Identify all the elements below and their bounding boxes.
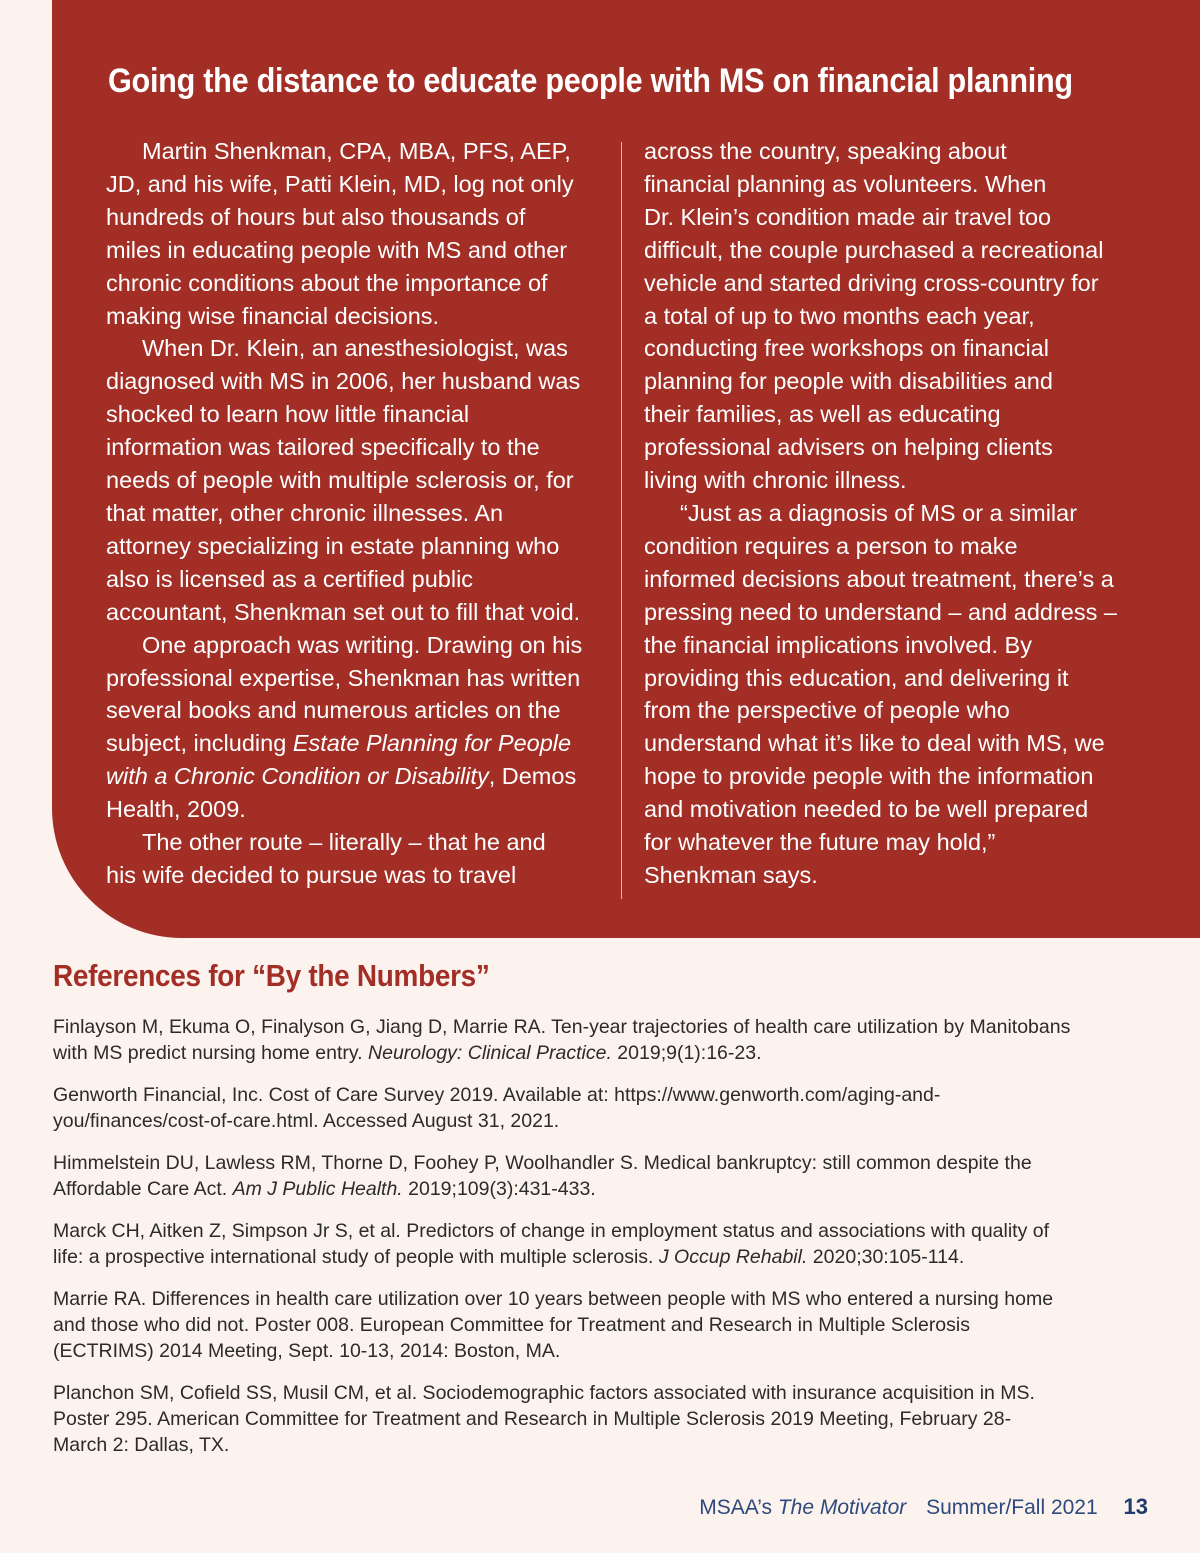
reference-entry <box>53 1150 1153 1202</box>
page-footer <box>699 1494 1148 1520</box>
text-line <box>106 365 606 398</box>
text-line <box>644 234 1149 267</box>
text-segment: The other route – literally – that he and <box>142 829 546 856</box>
footer-publisher: MSAA’s <box>699 1496 773 1519</box>
text-segment: Health, 2009. <box>106 796 246 823</box>
text-segment: and those who did not. Poster 008. European Committee for Treatment and Research in Multiple Sclerosis <box>53 1314 970 1336</box>
text-segment: from the perspective of people who <box>644 697 1010 724</box>
text-line <box>644 596 1149 629</box>
text-segment: Himmelstein DU, Lawless RM, Thorne D, Foohey P, Woolhandler S. Medical bankruptcy: still common despite the <box>53 1152 1032 1174</box>
text-line <box>106 431 606 464</box>
text-line <box>53 1040 1153 1066</box>
text-line <box>644 267 1149 300</box>
text-segment: Dr. Klein’s condition made air travel too <box>644 203 1052 230</box>
text-segment: 2019;9(1):16-23. <box>611 1042 762 1064</box>
reference-entry <box>53 1218 1153 1270</box>
text-segment: One approach was writing. Drawing on his <box>142 631 583 658</box>
text-segment: Shenkman says. <box>644 861 818 888</box>
text-line <box>106 168 606 201</box>
text-segment: Marrie RA. Differences in health care utilization over 10 years between people with MS who entered a nursing home <box>53 1288 1054 1310</box>
text-segment: Planchon SM, Cofield SS, Musil CM, et al. Sociodemographic factors associated with insurance acquisition in MS. <box>53 1382 1035 1404</box>
reference-entry <box>53 1286 1153 1364</box>
text-segment: chronic conditions about the importance of <box>106 269 548 296</box>
text-segment: (ECTRIMS) 2014 Meeting, Sept. 10-13, 2014: Boston, MA. <box>53 1340 561 1362</box>
text-segment: subject, including <box>106 730 293 757</box>
text-line <box>106 727 606 760</box>
text-line <box>644 497 1149 530</box>
footer-issue: Summer/Fall 2021 <box>926 1496 1098 1519</box>
text-segment: conducting free workshops on financial <box>644 335 1049 362</box>
text-line <box>106 694 606 727</box>
text-line <box>644 662 1149 695</box>
text-segment: condition requires a person to make <box>644 532 1018 559</box>
text-segment: JD, and his wife, Patti Klein, MD, log not only <box>106 170 574 197</box>
text-segment: making wise financial decisions. <box>106 302 440 329</box>
text-segment: Finlayson M, Ekuma O, Finalyson G, Jiang D, Marrie RA. Ten-year trajectories of health care utilization by Manitobans <box>53 1016 1071 1038</box>
text-line <box>644 365 1149 398</box>
text-line <box>106 826 606 859</box>
text-segment: their families, as well as educating <box>644 401 1001 428</box>
footer-magazine: The Motivator <box>777 1496 907 1519</box>
feature-right-column <box>644 135 1149 892</box>
text-line <box>106 530 606 563</box>
text-line <box>106 497 606 530</box>
text-line <box>106 398 606 431</box>
text-segment: difficult, the couple purchased a recreational <box>644 236 1104 263</box>
text-line <box>106 859 606 892</box>
text-line <box>106 135 606 168</box>
text-segment: professional advisers on helping clients <box>644 434 1053 461</box>
text-line <box>644 793 1149 826</box>
page-number: 13 <box>1123 1494 1148 1519</box>
text-segment: When Dr. Klein, an anesthesiologist, was <box>142 335 568 362</box>
text-line <box>53 1176 1153 1202</box>
text-line <box>644 168 1149 201</box>
text-line <box>53 1082 1153 1108</box>
reference-entry <box>53 1380 1153 1458</box>
text-segment: Martin Shenkman, CPA, MBA, PFS, AEP, <box>142 138 571 164</box>
text-line <box>106 201 606 234</box>
text-segment: you/finances/cost-of-care.html. Accessed August 31, 2021. <box>53 1110 560 1132</box>
references-list <box>53 1014 1153 1474</box>
text-line <box>644 694 1149 727</box>
text-line <box>644 629 1149 662</box>
text-line <box>106 300 606 333</box>
text-segment: Poster 295. American Committee for Treatment and Research in Multiple Sclerosis 2019 Meeting, February 28- <box>53 1408 1012 1430</box>
text-line <box>53 1108 1153 1134</box>
text-segment: informed decisions about treatment, there’s a <box>644 565 1114 592</box>
text-line <box>644 530 1149 563</box>
reference-entry <box>53 1082 1153 1134</box>
text-line <box>106 563 606 596</box>
text-line <box>644 826 1149 859</box>
text-line <box>644 332 1149 365</box>
italic-title: J Occup Rehabil. <box>658 1246 808 1268</box>
text-segment: needs of people with multiple sclerosis or, for <box>106 467 574 494</box>
text-segment: and motivation needed to be well prepared <box>644 796 1089 823</box>
feature-title: Going the distance to educate people with MS on financial planning <box>108 62 1073 100</box>
text-line <box>53 1150 1153 1176</box>
reference-entry <box>53 1014 1153 1066</box>
text-segment: diagnosed with MS in 2006, her husband was <box>106 368 581 395</box>
text-line <box>106 760 606 793</box>
text-segment: providing this education, and delivering it <box>644 664 1069 691</box>
text-line <box>106 596 606 629</box>
text-line <box>106 662 606 695</box>
text-line <box>106 267 606 300</box>
text-segment: Genworth Financial, Inc. Cost of Care Survey 2019. Available at: https://www.genworth.com/aging-and- <box>53 1084 941 1106</box>
text-line <box>106 464 606 497</box>
text-line <box>644 464 1149 497</box>
text-segment: professional expertise, Shenkman has written <box>106 664 581 691</box>
text-line <box>644 201 1149 234</box>
text-line <box>53 1244 1153 1270</box>
text-segment: “Just as a diagnosis of MS or a similar <box>680 499 1078 526</box>
italic-title: with a Chronic Condition or Disability <box>106 763 489 790</box>
text-line <box>644 727 1149 760</box>
text-segment: a total of up to two months each year, <box>644 302 1035 329</box>
text-line <box>53 1338 1153 1364</box>
text-line <box>106 629 606 662</box>
text-line <box>644 135 1149 168</box>
text-segment: vehicle and started driving cross-country for <box>644 269 1099 296</box>
text-segment: , Demos <box>488 763 577 790</box>
text-line <box>53 1286 1153 1312</box>
text-segment: financial planning as volunteers. When <box>644 170 1047 197</box>
text-line <box>644 431 1149 464</box>
text-segment: living with chronic illness. <box>644 467 907 494</box>
references-heading: References for “By the Numbers” <box>53 958 490 993</box>
text-line <box>53 1406 1153 1432</box>
text-segment: across the country, speaking about <box>644 138 1007 164</box>
text-segment: Affordable Care Act. <box>53 1178 233 1200</box>
text-line <box>53 1218 1153 1244</box>
column-divider <box>621 142 622 899</box>
text-segment: 2020;30:105-114. <box>807 1246 965 1268</box>
italic-title: Neurology: Clinical Practice. <box>368 1042 612 1064</box>
feature-box <box>52 0 1200 938</box>
text-segment: 2019;109(3):431-433. <box>402 1178 596 1200</box>
text-segment: life: a prospective international study of people with multiple sclerosis. <box>53 1246 659 1268</box>
text-segment: with MS predict nursing home entry. <box>53 1042 369 1064</box>
text-segment: shocked to learn how little financial <box>106 401 470 428</box>
text-segment: for whatever the future may hold,” <box>644 829 996 856</box>
text-segment: several books and numerous articles on the <box>106 697 561 724</box>
text-segment: the financial implications involved. By <box>644 631 1032 658</box>
text-line <box>644 398 1149 431</box>
text-segment: that matter, other chronic illnesses. An <box>106 499 504 526</box>
italic-title: Am J Public Health. <box>232 1178 403 1200</box>
text-segment: information was tailored specifically to the <box>106 434 540 461</box>
text-line <box>53 1312 1153 1338</box>
text-line <box>53 1014 1153 1040</box>
text-segment: March 2: Dallas, TX. <box>53 1434 230 1456</box>
text-line <box>644 760 1149 793</box>
text-segment: Marck CH, Aitken Z, Simpson Jr S, et al. Predictors of change in employment status and associations with quality of <box>53 1220 1050 1242</box>
text-line <box>106 332 606 365</box>
feature-left-column <box>106 135 606 892</box>
text-line <box>106 793 606 826</box>
text-segment: planning for people with disabilities and <box>644 368 1053 395</box>
text-segment: his wife decided to pursue was to travel <box>106 861 517 888</box>
italic-title: Estate Planning for People <box>292 730 572 757</box>
text-segment: miles in educating people with MS and other <box>106 236 568 263</box>
text-line <box>644 563 1149 596</box>
text-segment: attorney specializing in estate planning who <box>106 532 560 559</box>
text-segment: pressing need to understand – and address – <box>644 598 1117 625</box>
text-line <box>106 234 606 267</box>
text-segment: hundreds of hours but also thousands of <box>106 203 526 230</box>
text-line <box>53 1380 1153 1406</box>
text-segment: hope to provide people with the information <box>644 763 1094 790</box>
text-line <box>53 1432 1153 1458</box>
text-line <box>644 859 1149 892</box>
text-segment: understand what it’s like to deal with MS, we <box>644 730 1105 757</box>
text-segment: also is licensed as a certified public <box>106 565 474 592</box>
text-line <box>644 300 1149 333</box>
text-segment: accountant, Shenkman set out to fill that void. <box>106 598 581 625</box>
